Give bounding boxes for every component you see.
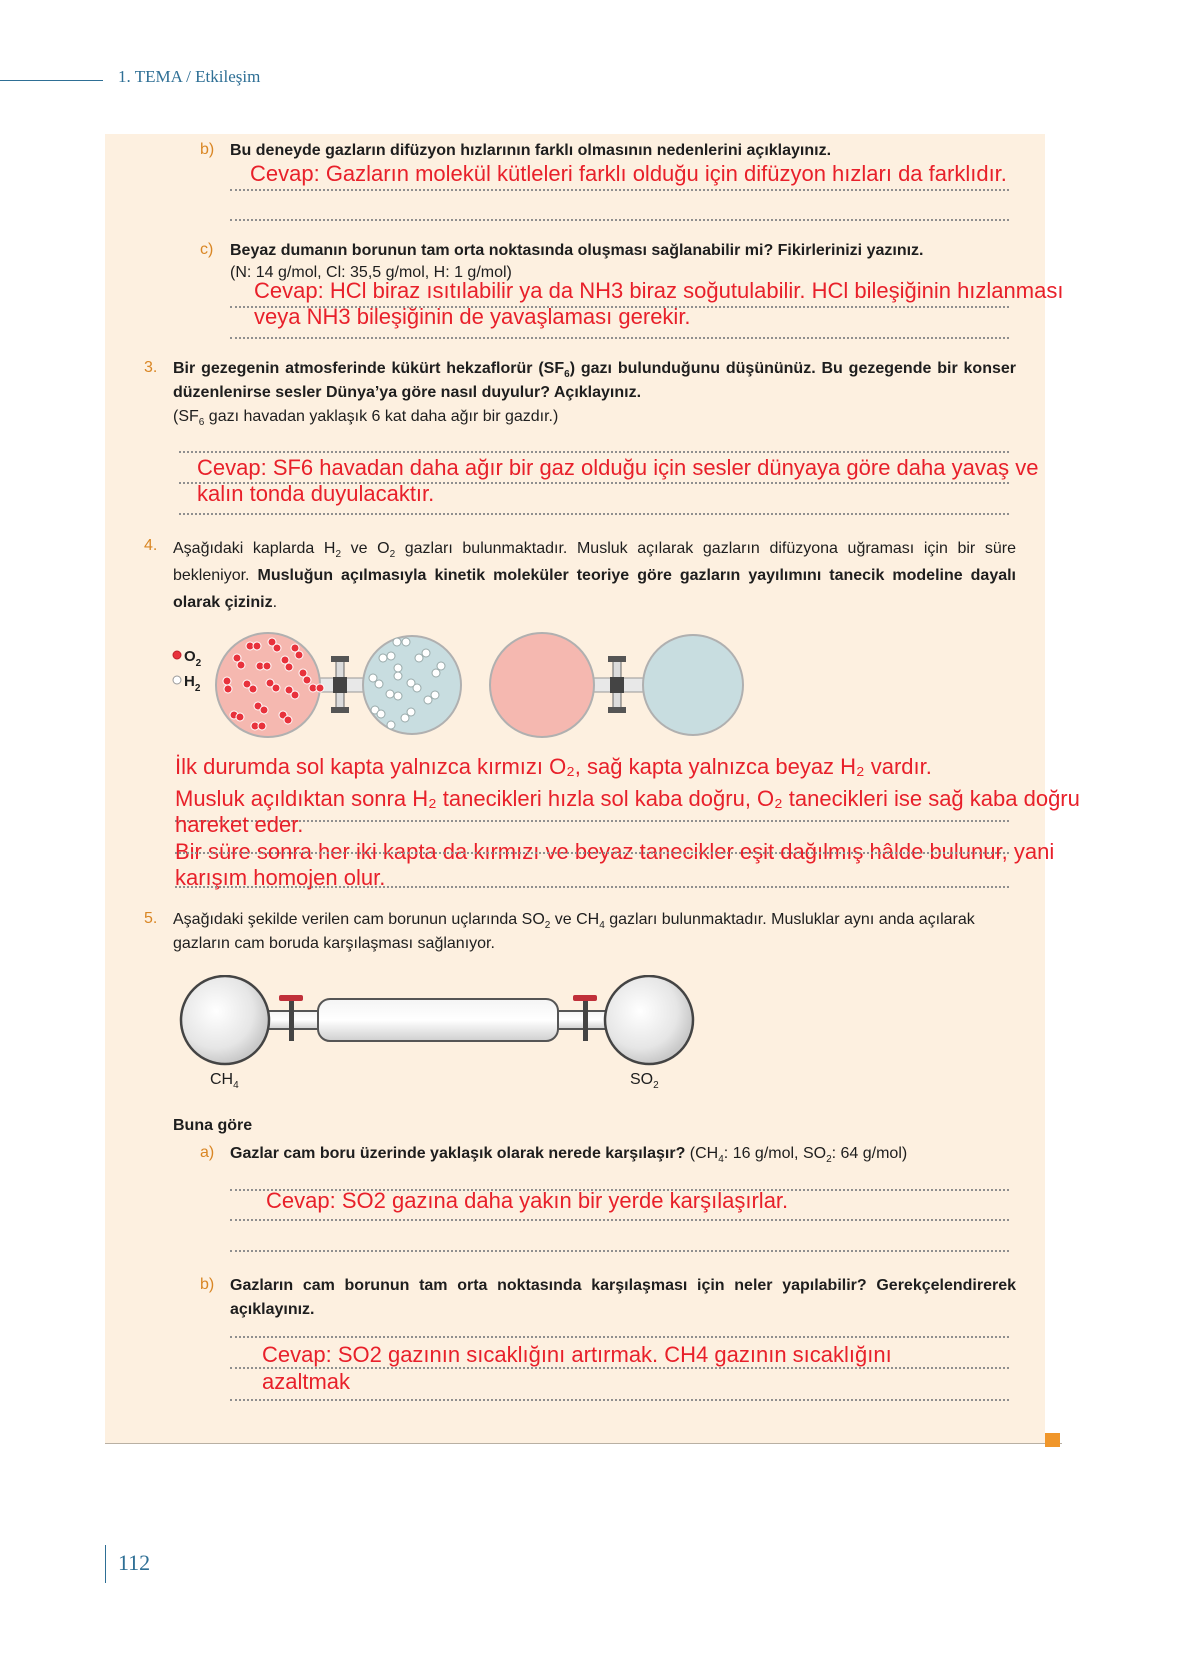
header-rule [0, 80, 103, 81]
so2-bulb [605, 976, 693, 1064]
answer-line [230, 1399, 1009, 1401]
answer-line [230, 1336, 1009, 1338]
q4-answer-line1: İlk durumda sol kapta yalnızca kırmızı O₂, sağ kapta yalnızca beyaz H₂ vardır. [175, 754, 932, 779]
q2c-answer-line2: veya NH3 bileşiğinin de yavaşlaması gerekir. [254, 304, 691, 329]
ch4-bulb [181, 976, 269, 1064]
panel-bottom-rule [105, 1443, 1062, 1444]
flasks-initial-figure [215, 628, 465, 742]
glass-tube-figure [178, 975, 698, 1095]
q5a-answer: Cevap: SO2 gazına daha yakın bir yerde karşılaşırlar. [266, 1188, 789, 1213]
answer-line [175, 852, 1009, 854]
ch4-label: $CH_4$ [210, 1071, 239, 1091]
q3-answer-line2: kalın tonda duyulacaktır. [197, 481, 435, 506]
q5b-question: Gazların cam borunun tam orta noktasında karşılaşması için neler yapılabilir? Gerekçelendirerek açıklayınız. [230, 1277, 1016, 1318]
q2c-question: Beyaz dumanın borunun tam orta noktasında oluşması sağlanabilir mi? Fikirlerinizi yazınız. [230, 242, 924, 259]
left-flask [490, 633, 594, 737]
q5-number: 5. [144, 910, 158, 927]
q5b-answer-line1: Cevap: SO2 gazının sıcaklığını artırmak. CH4 gazının sıcaklığını [262, 1342, 892, 1367]
q3-note: ($SF_6$ gazı havadan yaklaşık 6 kat daha ağır bir gazdır.) [173, 408, 559, 428]
answer-line [230, 1219, 1009, 1221]
end-marker [1045, 1433, 1060, 1447]
right-flask [643, 635, 743, 735]
q5a-question: Gazlar cam boru üzerinde yaklaşık olarak nerede karşılaşır? ($CH_4$: 16 g/mol, $SO_2$: 64 g/mol) [230, 1145, 908, 1165]
q5b-label: b) [200, 1276, 215, 1293]
q5a-label: a) [200, 1144, 215, 1161]
legend-h2-label: $H_2$ [184, 673, 201, 694]
particle-legend [170, 645, 220, 705]
answer-line [230, 219, 1009, 221]
flasks-final-figure [488, 628, 746, 742]
stopcock-icon [331, 656, 349, 713]
answer-line [179, 513, 1009, 515]
answer-line [230, 1250, 1009, 1252]
h2-particle-icon [173, 676, 181, 684]
answer-line [230, 337, 1009, 339]
q5-question: Aşağıdaki şekilde verilen cam borunun uçlarında $SO_2$ ve $CH_4$ gazları bulunmaktadır. Musluklar aynı anda açılarak gazların cam boruda karşılaşması sağlanıyor. [173, 911, 975, 952]
q2c-label: c) [200, 241, 214, 258]
q3-number: 3. [144, 359, 158, 376]
answer-line [175, 886, 1009, 888]
q5b-answer-line2: azaltmak [262, 1369, 351, 1394]
q2c-answer-line1: Cevap: HCl biraz ısıtılabilir ya da NH3 biraz soğutulabilir. HCl bileşiğinin hızlanması [254, 278, 1064, 303]
q2b-answer: Cevap: Gazların molekül kütleleri farklı olduğu için difüzyon hızları da farklıdır. [250, 161, 1007, 186]
answer-line [179, 451, 1009, 453]
q4-answer-line3: hareket eder. [175, 812, 304, 837]
glass-tube [318, 999, 558, 1041]
page-number-bar [105, 1545, 106, 1583]
q4-answer-line4: Bir süre sonra her iki kapta da kırmızı ve beyaz tanecikler eşit dağılmış hâlde bulunur, yani [175, 839, 1055, 864]
q3-question: Bir gezegenin atmosferinde kükürt hekzaflorür $(SF_6)$ gazı bulunduğunu düşününüz. Bu gezegende bir konser düzenlenirse sesler Dünya’ya göre nasıl duyulur? Açıklayınız. [173, 360, 1016, 401]
q2b-question: Bu deneyde gazların difüzyon hızlarının farklı olmasının nedenlerini açıklayınız. [230, 142, 832, 159]
buna-gore: Buna göre [173, 1117, 253, 1134]
q2c-data: (N: 14 g/mol, Cl: 35,5 g/mol, H: 1 g/mol) [230, 264, 512, 281]
q4-answer-line5: karışım homojen olur. [175, 865, 386, 890]
q3-answer-line1: Cevap: SF6 havadan daha ağır bir gaz olduğu için sesler dünyaya göre daha yavaş ve [197, 455, 1039, 480]
chapter-header: 1. TEMA / Etkileşim [118, 67, 261, 86]
q2b-label: b) [200, 141, 215, 158]
legend-o2-label: $O_2$ [184, 648, 202, 669]
o2-particle-icon [173, 651, 181, 659]
so2-label: $SO_2$ [630, 1071, 659, 1091]
q4-question: Aşağıdaki kaplarda $H_2$ ve $O_2$ gazları bulunmaktadır. Musluk açılarak gazların difüzyona uğraması için bir süre bekleniyor. Musluğun açılmasıyla kinetik moleküler teoriye göre gazların yayılımını tanecik modeline dayalı olarak çiziniz. [173, 540, 1017, 611]
page-number: 112 [118, 1550, 151, 1575]
q4-number: 4. [144, 537, 158, 554]
q4-answer-line2: Musluk açıldıktan sonra H₂ tanecikleri hızla sol kaba doğru, O₂ tanecikleri ise sağ kaba doğru [175, 786, 1080, 811]
answer-line [230, 189, 1009, 191]
stopcock-icon [608, 656, 626, 713]
